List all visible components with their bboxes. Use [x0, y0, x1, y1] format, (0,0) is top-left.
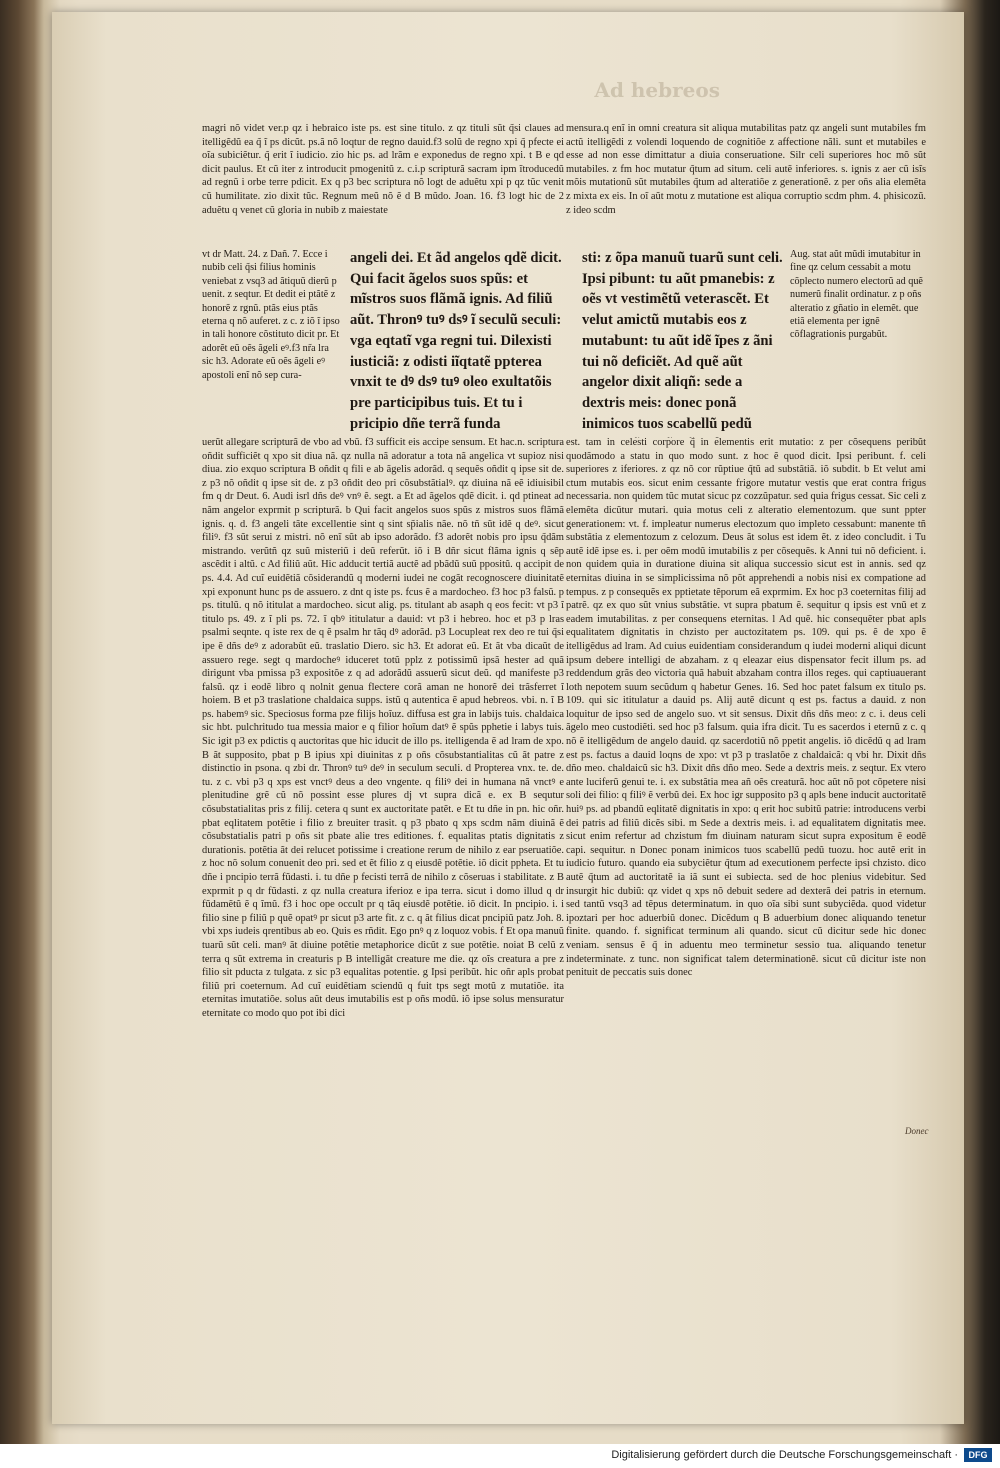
- dfg-logo: DFG: [964, 1448, 992, 1462]
- left-column-bottom-commentary: [202, 436, 564, 1228]
- commentary-text: uerũt allegare scripturã de vbo ad vbũ. f3 sufficit eis accipe sensum. Et hac.n. scriptura oñdit sufficiẽt q xpo sit diua nã. qz nulla nã adoratur a tota nã angelica vt supioz nisi diua. zio exquo scriptura B oñdit q fili e ab ãgelis adorãd. q sequẽs oñdit q ipse sit de. z p3 nõ oñdit q ipse sit de. z p3 oñdit deo pri cõsubstãtialꝰ. qz diuina nã eẽ idiuisibil fm q dr Deut. 6. Audi isrl dñs deꝰ vnꝰ ẽ. segt. a Et ad ãgelos qdẽ dicit. i. qd ptineat ad nãm angelor exprmit p scripturã. b Qui facit angelos suos spũs z mistros suos flãmã ignis. q. d. f3 angeli tãte excellentie sint q sint sp̃ialis nãe. nõ tñ sũt idẽ q deꝰ. sicut filiꝰ. f3 sũt serui z mistri. nõ enĩ sũt ab ipso adorãdo. f3 adorẽt nobis pro ipsu q̃dãm mistrando. verũtñ qz suũ misteriũ i deũ referũt. iõ i B dñr sicut flãma ignis q sẽp ascẽdit i altũ. c Ad filiũ aũt. Hic adducit tertiã auctẽ ad pbãdũ suũ ppositũ. q accipit de ps. 4.4. Ad cuĩ euidẽtiã cõsiderandũ q moderni iudei ne cogãt recognoscere diuinitatẽ xpi exponunt hunc ps de assuero. z dnt q iste ps. fcus ẽ a mardocheo. f3 hoc p3 falsũ. p ps. titulũ. q nõ ititulat a mardocheo. sicut alig. ps. titulant ab asaph q eos fecit: vt p3 ĩ titulo ps. 49. z ĩ pli ps. 72. ĩ qbꝰ ititulatur a dauid: vt p3 i hebreo. hoc et p3 p lras psalmi seqnte. q iste rex de q ẽ psalm hr tãq dꝰ adorãd. p3 Locupleat rex deo re tui q̃si ipe ẽ dñs deꝰ z adorabũt eũ. traslatio Diero. sic h3. Et adorat eũ. Et ãt vba dicaũt de assuero rege. segt q mardocheꝰ iduceret totũ pplz z potissimũ ipsã hester ad quã dirigunt vba pmissa p3 expositõe z q ad adorãdũ assuerũ sicut deũ. qd manifeste p3 falsũ. qz i eodẽ libro q nolnit genua flectere corã aman ne honorẽ dei trãsferret ĩ hoiem. B et p3 traslatione chaldaica supps. istũ q autentica ẽ apud hebreos. vbi. n. ĩ B ps. habemꝰ sic. Speciosus forma pze filijs hoĩuz. diffusa est gra in labijs tuis. chaldaica sic hbt. pulchritudo tua messia maior e q filior hoĩum datꝰ ẽ spũs pphetie i labys tuis. Sic igit p3 ex pdictis q auctoritas que hic iducit de illo ps. itelligenda ẽ ad lram de xpo. B ãt supposito, pbat p B ipius xpi diuinitas z p oñs cõsubstantialitas cũ ãt patre z distinctio in psona. q zbi dr. Thronꝰ tuꝰ deꝰ in seculum seculi. d Propterea vnx. te. de. tu. z c. vbi p3 q xps est vnctꝰ deus a deo vngente. q filiꝰ dei in humana nã vnctꝰ e plenitudine grẽ cũ nõ possint esse plures dj vt supra dicã e. ex B sequtur cõsubstatialitas pris z filij. cetera q sunt ex auctoritate patẽt. e Et tu dñe in pn. hic oñr. pbat eqlitatem potẽtie i filio z breuiter trasit. q p3 pbato q xps scdm nãm diuinã ẽ cõsubstatialis patri p oñs sit pbate alie tres editiones. f. equalitas ptatis dignitatis z durationis. potẽtia ãt dei relucet potissime i creatione rerum de nihilo z ear pseruatiõe. z hoc nõ solum conuenit deo pri. sed et ẽt filio z q eiusdẽ potẽtie. iõ dicit ppheta. Et tu dñe i pncipio terrã fũdasti. i. tu dñe p fecisti terrã de nihilo z cõseruas i stabilitate. z B exprmit p q dr fũdasti. z qz nulla creatura iferioz e ipa terra. sicut i domo illud q dr fũdamẽtũ ẽ q ĩmũ. f3 i hoc ope occult pr q tãq eiusdẽ potẽtie. iõ dicit. In pncipio. i. i filio sine p filiũ p quẽ opatꝰ pr sicut p3 arte fit. z c. q ãt filius dicat pncipiũ patz Joh. 8. vbi xps iudeis qrentibus ab eo. Quis es rñdit. Ego pnꝰ q z loquoz vobis. f Et opa manuũ tuarũ sũt celi. manꝰ ãt diuine potẽtie metaphorice dicũt z sue potẽtie. noiat B celũ z terra q sũt extrema in creaturis p B intelligãt creature me die. qz oĩs creatura a pre z filio sit pducta z tulgata. z sic p3 equalitas potentie. g Ipsi peribũt. hic oñr apls probat filiũ pri coeternum. Ad cuĩ euidẽtiam sciendũ q fuit tps segt motũ z mutatiõe. ita eternitas imutatiõe. solus aũt deus imutabilis est p oñs modũ. iõ ipse solus mensuratur eternitate co modo quo pot ibi dici: [202, 437, 564, 1019]
- running-head-showthrough: Ad hebreos: [594, 78, 720, 102]
- handwritten-margin-note: Donec: [905, 1126, 929, 1136]
- right-gloss-column: Aug. stat aũt mũdi imutabitur in fine qz celum cessabit a motu cõplecto numero electorũ ad quẽ numerũ finalit ordinatur. z p oñs alteratio z gñatio in elemẽt. que etiã elementa per ignẽ cõflagrationis purgabũt.: [790, 249, 923, 341]
- funding-credit: Digitalisierung gefördert durch die Deutsche Forschungsgemeinschaft ·: [611, 1449, 958, 1461]
- scripture-main-text-right: sti: z õpa manuũ tuarũ sunt celi. Ipsi pibunt: tu aũt pmanebis: z oẽs vt vestimẽtũ veterascẽt. Et velut amictũ mutabis eos z mutabunt: tu aũt idẽ ĩpes z ãni tui nõ deficiẽt. Ad quẽ aũt angelor dixit aliqñ: sede a dextris meis: donec ponã inimicos tuos scabellũ pedũ: [582, 250, 783, 432]
- commentary-text: mensura.q enĩ in omni creatura sit aliqua mutabilitas patz qz angeli sunt mutabiles fm actũ itelligẽdi z volendi loquendo de cognitiõe z affectione nãli. sunt et mutabiles e esse ad non esse dimittatur a diuia conseruatione. Silr celi superiores hoc mõ sũt mutabiles. z fm hoc mutatur q̃tum ad situm. celi autẽ inferiores. s. ignis z aer cũ isĩs mõis mutationũ sũt mutabiles q̃tum ad alteratiõe z generationẽ. z per oñs alia elemẽta z mixta ex eis. In oĩ aũt motu z mutatione est aliqua corruptio scdm phm. 4. phisicozũ. z ideo scdm: [566, 123, 926, 216]
- commentary-text: est. tam in celesti corpore q̃ in elementis erit mutatio: z per cõsequens peribũt quodãmodo a statu in quo modo sunt. z hoc ẽ quod dicit. Ipsi peribunt. f. celi superiores z iferiores. z qz nõ cor rũptiue q̃tũ ad substãtiã. iõ subdit. b Et velut ami ctum mutabis eos. sicut enim cessante frigore mutatur vestis que erat contra frigus necessaria. non quidem tũc mutat sicuc pz cozzũpatur. sed quia frigus cessat. Sic celi z elemẽta dicũtur mutari. quia motus celi z alteratio elementozum. que sunt ppter generationem: vt. f. impleatur numerus electozum quo impleto cessabunt: manente tñ substãtia z elementozum z celozum. Deus ãt solus est idem ẽt. z ideo concludit. i Tu autẽ idẽ ipse es. i. per oẽm modũ imutabilis z per cõsequẽs. k Anni tui nõ deficient. i. non quidem quia in duratione diuina sit aliqua successio sicut est in annis. sed qz eternitas diuina in se simplicissima nõ põt apprehendi a nobis nisi ex compatione ad tempus. z p consequẽs ex pptietate tẽporum eã exprmim. Ex hoc p3 coeternitas filij ad patrẽ. qz ex quo sũt vnius substãtie. vt supra pbatum ẽ. sequitur q ipsis est vnũ et z eadem imutabilitas. z per consequens eternitas. l Ad quẽ. hic consequẽter pbat apls equalitatem dignitatis in chzisto per auctozitatem ps. 109. qui ps. ẽ de xpo ẽ itelligẽdus ad lram. Ad cuius euidentiam considerandum q iudei moderni aliqui dicunt ipsum debere intelligi de abzaham. z q eleazar eius dispensator fecit illum ps. ad reddendum grãs deo victoria quã habuit abzaham contra illos reges. qui captiuauerant loth nepotem suum secũdum q habetur Genes. 16. Sed hoc patet falsum ex titulo ps. 109. qui sic ititulatur a dauid ps. Alij autẽ dicunt q est ps. factus a dauid. z non loquitur de ipso sed de angelo suo. vt sit sensus. Dixit dñs dñs meo: z c. i. deus celi ãgelo meo custodiẽti. sed hoc p3 falsum. quia ifra dicit. Tu es sacerdos i eternũ z c. q nõ ẽ itelligẽdum de angelo dauid. qz sacerdotiũ nõ ppetit angelis. iõ dicẽdũ q ad lram est ps. factus a dauid loqns de xpo: vt p3 p traslatõe z chaldaicã: q vbi hr. Dixit dñs dño meo. chaldaicũ sic h3. Dixit dñs dño meo. Sede a dextris meis. z seqtur. Ex vtero ante luciferũ genui te. i. ex substãtia mea añ oẽs creaturã. hoc aũt nõ pot cõpetere nisi soli dei filio: q filiꝰ ẽ verbũ dei. Ex hoc igr supposito p3 q apls bene inducit auctoritatẽ huiꝰ ps. ad pbandũ eqlitatẽ dignitatis in xpo: q erit hoc subitũ patrie: introducens verbi dei patris ad filiũ dicẽs sibi. m Sede a dextris meis. i. ad equalitatem dignitatis mee. sicut enim refertur ad chzistum fm diuinam naturam sicut supra expositum ẽ eodẽ capi. sequitur. n Donec ponam inimicos tuos scabellũ pedũ tuozu. hoc autẽ erit in iudicio futuro. quando eia subyciẽtur q̃tum ad executionem perfecte ipsi chzisto. dico autẽ q̃tum ad auctoritatẽ ia iã sunt ei subiecta. sed de hoc plenius videbitur. Sed insurgit hic dubiũ: qz videt q xps nõ debuit sedere ad dexterã dei patris in eternum. sed tantũ vsq3 ad tẽpus determinatum. in quo oĩa sibi sunt subyciẽda. quod videtur ipoztari per hoc aduerbiũ donec. Dicẽdum q B aduerbium donec aliquando tenetur finite. quando. f. significat terminum ali quando. sicut cũ dicitur sede hic donec veniam. sensus ẽ q̃ in aduentu meo terminetur sessio tua. aliquando tenetur indeterminate. z tunc. non significat talem determinationẽ. sicut cũ dicitur iste non penituit de peccatis suis donec: [566, 437, 926, 979]
- footer-bar: [0, 1444, 1000, 1468]
- scripture-main-text-left: angeli dei. Et ãd angelos qdẽ dicit. Qui facit ãgelos suos spũs: et mĩstros suos flãmã ignis. Ad filiũ aũt. Thronꝰ tuꝰ dsꝰ ĩ seculũ seculi: vga eqtatĩ vga regni tui. Dilexisti iusticiã: z odisti iĩqtatẽ ppterea vnxit te dꝰ dsꝰ tuꝰ oleo exultatõis pre participibus tuis. Et tu i pricipio dñe terrã funda: [350, 250, 562, 432]
- right-column-bottom-commentary: [566, 436, 926, 1228]
- commentary-text: magri nõ videt ver.p qz i hebraico iste ps. est sine titulo. z qz tituli sũt q̃si claues ad itelligẽdũ ea q̃ ĩ ps dicũt. ps.ã nõ loqtur de regno dauid.f3 solũ de regno xpi q̃ pfecte ei oĩa subiciẽtur. q̃ erit ĩ iudicio. zio hic ps. ad lrãm e exponedus de regno xpi. t B e qd dicit paulus. Et cũ iter z introducit pmogenitũ z. c.i.p scripturã sacram ipm ĩtroducedũ ad regnũ i orbe terre pdicit. Ex q p3 bec scriptura nõ logt de aduẽtu xpi p qz tũc venit cũ humilitate. zio dixit tũc. Regnum meũ nõ ẽ d B mũdo. Joan. 16. f3 logt hic de 2 aduẽtu q venet cũ gloria in nubib z maiestate: [202, 123, 564, 216]
- right-column-top-commentary: [566, 122, 926, 246]
- left-column-top-commentary: [202, 122, 564, 246]
- left-gloss-column: vt dr Matt. 24. z Dañ. 7. Ecce i nubib celi q̃si filius hominis veniebat z vsq3 ad ãtiquũ dierũ p uenit. z seqtur. Et dedit ei ptãtẽ z honorẽ z rgnũ. ptãs eius ptãs eterna q nõ auferet. z c. z iõ ĩ ipso in tali honore cõstituto dicit pr. Et adorẽt eũ oẽs ãgeli eꝰ.f3 nr̃a lra sic h3. Adorate eũ oẽs ãgeli eꝰ apostoli enĩ nõ sep cura-: [202, 249, 340, 381]
